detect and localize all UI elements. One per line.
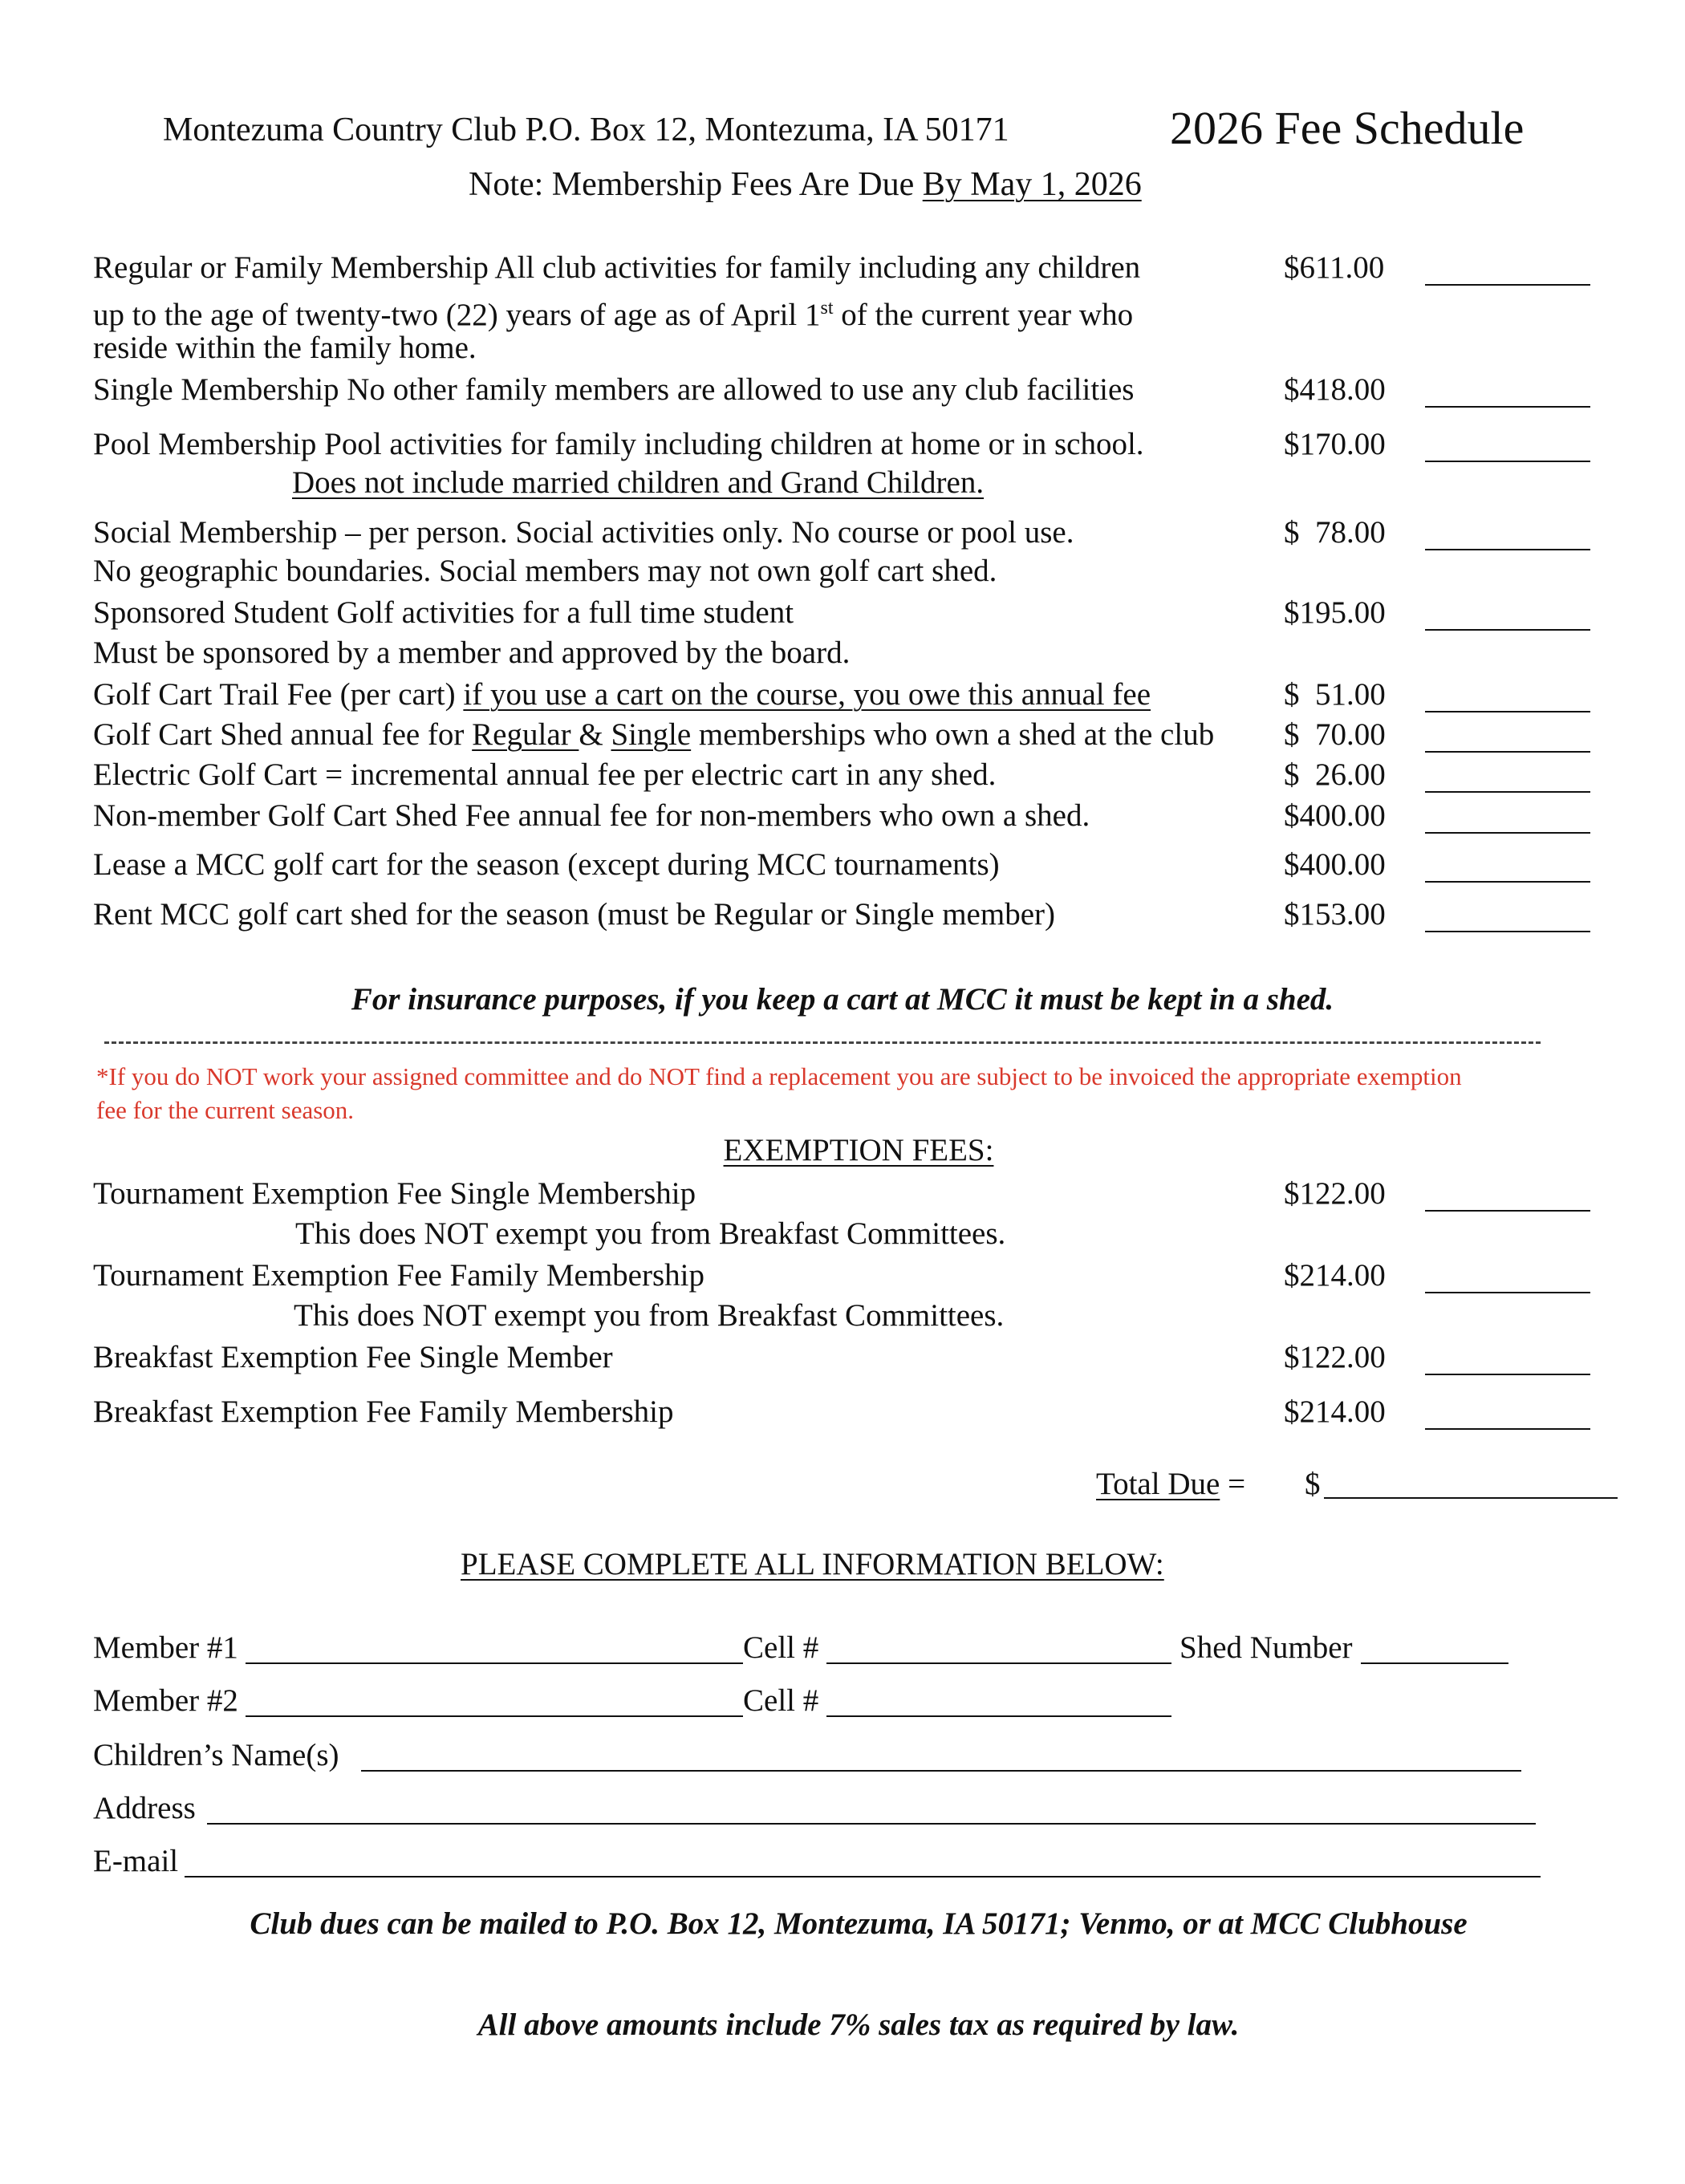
dashed-divider	[104, 1041, 1541, 1044]
address-label: Address	[93, 1791, 196, 1825]
trail-fee-pre: Golf Cart Trail Fee (per cart)	[93, 677, 464, 712]
shed-number-field[interactable]	[1361, 1662, 1508, 1664]
breakfast-single-blank[interactable]	[1425, 1374, 1590, 1375]
shed-fee-line	[93, 716, 1214, 754]
lease-cart-amount: $400.00	[1284, 847, 1386, 882]
member2-cell-label: Cell #	[743, 1683, 819, 1718]
exemption-fees-heading: EXEMPTION FEES:	[723, 1133, 994, 1167]
committee-notice-line2: fee for the current season.	[96, 1096, 355, 1124]
member2-label: Member #2	[93, 1683, 238, 1718]
due-date-note-prefix: Note: Membership Fees Are Due	[469, 166, 923, 203]
breakfast-family-amount: $214.00	[1284, 1394, 1386, 1429]
fee-schedule-title: 2026 Fee Schedule	[1170, 102, 1525, 154]
regular-membership-amount: $611.00	[1284, 250, 1385, 285]
children-label: Children’s Name(s)	[93, 1738, 339, 1772]
regular-line2-post: of the current year who	[833, 298, 1134, 332]
shed-fee-pre: Golf Cart Shed annual fee for	[93, 717, 473, 752]
regular-membership-line1: Regular or Family Membership All club activities for family including any children	[93, 250, 1141, 285]
lease-cart-line: Lease a MCC golf cart for the season (except during MCC tournaments)	[93, 847, 1000, 882]
member1-cell-field[interactable]	[826, 1662, 1171, 1664]
total-due-label	[1096, 1465, 1245, 1504]
student-membership-line1: Sponsored Student Golf activities for a full time student	[93, 595, 794, 630]
single-membership-blank[interactable]	[1425, 406, 1590, 408]
pool-membership-blank[interactable]	[1425, 461, 1590, 462]
nonmember-shed-blank[interactable]	[1425, 832, 1590, 834]
email-field[interactable]	[185, 1876, 1541, 1878]
tournament-single-blank[interactable]	[1425, 1210, 1590, 1212]
insurance-note: For insurance purposes, if you keep a cart at MCC it must be kept in a shed.	[351, 982, 1334, 1017]
rent-shed-amount: $153.00	[1284, 897, 1386, 932]
regular-membership-line3: reside within the family home.	[93, 331, 477, 365]
shed-fee-amp: &	[579, 717, 611, 752]
form-heading: PLEASE COMPLETE ALL INFORMATION BELOW:	[461, 1547, 1164, 1581]
electric-cart-line: Electric Golf Cart = incremental annual fee per electric cart in any shed.	[93, 757, 997, 792]
regular-membership-blank[interactable]	[1425, 284, 1590, 286]
trail-fee-blank[interactable]	[1425, 711, 1590, 712]
trail-fee-line	[93, 676, 1151, 714]
shed-fee-amount: $ 70.00	[1284, 717, 1386, 752]
trail-fee-underlined: if you use a cart on the course, you owe this annual fee	[463, 677, 1151, 712]
breakfast-family-line1: Breakfast Exemption Fee Family Membership	[93, 1394, 674, 1429]
shed-fee-post: memberships who own a shed at the club	[691, 717, 1215, 752]
pool-membership-line2: Does not include married children and Grand Children.	[292, 465, 985, 500]
breakfast-family-blank[interactable]	[1425, 1428, 1590, 1430]
shed-number-label: Shed Number	[1180, 1630, 1353, 1665]
children-field[interactable]	[361, 1770, 1521, 1772]
rent-shed-line: Rent MCC golf cart shed for the season (must be Regular or Single member)	[93, 897, 1055, 932]
breakfast-single-amount: $122.00	[1284, 1340, 1386, 1374]
tournament-family-blank[interactable]	[1425, 1292, 1590, 1293]
shed-fee-blank[interactable]	[1425, 751, 1590, 753]
lease-cart-blank[interactable]	[1425, 881, 1590, 883]
tournament-single-amount: $122.00	[1284, 1176, 1386, 1211]
pool-membership-line1: Pool Membership Pool activities for family including children at home or in school.	[93, 427, 1144, 461]
electric-cart-amount: $ 26.00	[1284, 757, 1386, 792]
student-membership-line2: Must be sponsored by a member and approved by the board.	[93, 635, 851, 670]
member1-label: Member #1	[93, 1630, 238, 1665]
electric-cart-blank[interactable]	[1425, 791, 1590, 793]
trail-fee-amount: $ 51.00	[1284, 677, 1386, 712]
total-due-currency: $	[1305, 1467, 1321, 1501]
mailing-note: Club dues can be mailed to P.O. Box 12, Montezuma, IA 50171; Venmo, or at MCC Clubhouse	[250, 1906, 1468, 1941]
nonmember-shed-line: Non-member Golf Cart Shed Fee annual fee for non-members who own a shed.	[93, 798, 1090, 833]
social-membership-amount: $ 78.00	[1284, 515, 1386, 550]
rent-shed-blank[interactable]	[1425, 931, 1590, 932]
social-membership-line2: No geographic boundaries. Social members may not own golf cart shed.	[93, 554, 997, 588]
member1-cell-label: Cell #	[743, 1630, 819, 1665]
tournament-family-line2: This does NOT exempt you from Breakfast Committees.	[294, 1298, 1005, 1333]
nonmember-shed-amount: $400.00	[1284, 798, 1386, 833]
member2-cell-field[interactable]	[826, 1715, 1171, 1717]
social-membership-line1: Social Membership – per person. Social activities only. No course or pool use.	[93, 515, 1074, 550]
single-membership-line1: Single Membership No other family members are allowed to use any club facilities	[93, 372, 1135, 407]
tournament-family-line1: Tournament Exemption Fee Family Membership	[93, 1258, 704, 1293]
total-due-equals: =	[1220, 1467, 1246, 1501]
email-label: E-mail	[93, 1844, 179, 1878]
total-due-text: Total Due	[1096, 1467, 1220, 1501]
breakfast-single-line1: Breakfast Exemption Fee Single Member	[93, 1340, 613, 1374]
committee-notice-line1: *If you do NOT work your assigned committee and do NOT find a replacement you are subject to be invoiced the appropriate exemption	[96, 1062, 1462, 1090]
shed-fee-single: Single	[611, 717, 692, 752]
student-membership-blank[interactable]	[1425, 629, 1590, 631]
due-date: By May 1, 2026	[922, 166, 1142, 203]
total-due-blank[interactable]	[1324, 1497, 1618, 1499]
tournament-single-line2: This does NOT exempt you from Breakfast Committees.	[295, 1216, 1006, 1251]
regular-line2-pre: up to the age of twenty-two (22) years of age as of April 1	[93, 298, 821, 332]
single-membership-amount: $418.00	[1284, 372, 1386, 407]
member2-field[interactable]	[246, 1715, 743, 1717]
member1-field[interactable]	[246, 1662, 743, 1664]
tournament-family-amount: $214.00	[1284, 1258, 1386, 1293]
regular-membership-line2	[93, 289, 1133, 335]
tournament-single-line1: Tournament Exemption Fee Single Membership	[93, 1176, 696, 1211]
due-date-note	[469, 165, 1142, 204]
student-membership-amount: $195.00	[1284, 595, 1386, 630]
pool-membership-amount: $170.00	[1284, 427, 1386, 461]
shed-fee-regular: Regular	[472, 717, 579, 752]
regular-line2-sup: st	[820, 298, 834, 319]
address-field[interactable]	[207, 1823, 1536, 1825]
social-membership-blank[interactable]	[1425, 549, 1590, 550]
tax-note: All above amounts include 7% sales tax as required by law.	[477, 2007, 1240, 2042]
club-address: Montezuma Country Club P.O. Box 12, Montezuma, IA 50171	[163, 112, 1009, 148]
